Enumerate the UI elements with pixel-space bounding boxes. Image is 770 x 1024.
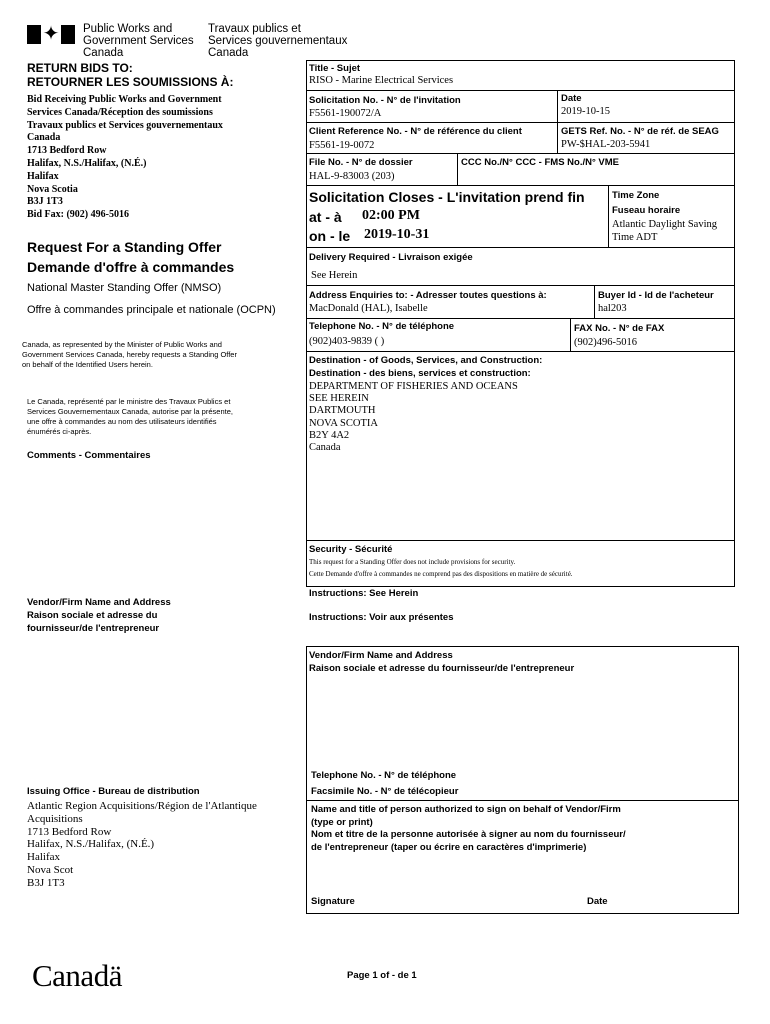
timezone-label-en: Time Zone (612, 190, 660, 201)
return-bids-address: Bid Receiving Public Works and Government Services Canada/Réception des soumissions Travaux publics et Services gouvernementaux Canada 1713 Bedford Row Halifax, N.S./Halifax, (N.É.) Halifax Nova Scotia B3J 1T3 Bid Fax: (902) 496-5016 (27, 94, 223, 221)
return-bids-title: RETURN BIDS TO: RETOURNER LES SOUMISSIONS À: (27, 61, 234, 89)
client-ref-label: Client Reference No. - N° de référence du client (309, 126, 522, 137)
issuing-office-label: Issuing Office - Bureau de distribution (27, 786, 200, 797)
closes-on-value: 2019-10-31 (364, 227, 430, 242)
closes-on-label: on - le (309, 228, 351, 244)
vendor-address-label: Raison sociale et adresse du fournisseur/de l'entrepreneur (309, 663, 575, 674)
file-no-label: File No. - N° de dossier (309, 157, 413, 168)
timezone-value-2: Time ADT (612, 232, 658, 243)
destination-label-en: Destination - of Goods, Services, and Construction: (309, 355, 543, 366)
enquiries-label: Address Enquiries to: - Adresser toutes questions à: (309, 290, 547, 301)
title-label: Title - Sujet (309, 63, 361, 74)
maple-leaf-icon: ✦ (42, 23, 60, 45)
gets-ref-label: GETS Ref. No. - N° de réf. de SEAG (561, 126, 719, 137)
solicitation-value: F5561-190072/A (309, 108, 382, 119)
buyer-id-value: hal203 (598, 303, 627, 314)
nmso-label: National Master Standing Offer (NMSO) (27, 282, 222, 294)
signature-label: Signature (311, 896, 355, 907)
canada-request-en: Canada, as represented by the Minister of Public Works and Government Services Canada, hereby requests a Standing Offer on behalf of the Identified Users herein. (22, 340, 237, 369)
vendor-name-label: Vendor/Firm Name and Address (309, 650, 453, 661)
fax-value: (902)496-5016 (574, 337, 637, 348)
date-value: 2019-10-15 (561, 106, 610, 117)
buyer-id-label: Buyer Id - Id de l'acheteur (598, 290, 714, 301)
instructions-fr: Instructions: Voir aux présentes (309, 612, 454, 623)
issuing-office-address: Atlantic Region Acquisitions/Région de l'Atlantique Acquisitions 1713 Bedford Row Halifax, N.S./Halifax, (N.É.) Halifax Nova Scot B3J 1T3 (27, 800, 257, 889)
fax-label: FAX No. - N° de FAX (574, 323, 665, 334)
destination-address: DEPARTMENT OF FISHERIES AND OCEANS SEE HEREIN DARTMOUTH NOVA SCOTIA B2Y 4A2 Canada (309, 381, 518, 454)
client-ref-value: F5561-19-0072 (309, 140, 375, 151)
vendor-left-label: Vendor/Firm Name and Address Raison sociale et adresse du fournisseur/de l'entrepreneur (27, 597, 171, 634)
delivery-value: See Herein (311, 270, 358, 281)
closes-at-value: 02:00 PM (362, 208, 420, 223)
flag-bar-left (27, 25, 41, 44)
flag-bar-right (61, 25, 75, 44)
security-text-fr: Cette Demande d'offre à commandes ne comprend pas des dispositions en matière de sécurité. (309, 570, 573, 578)
delivery-label: Delivery Required - Livraison exigée (309, 252, 473, 263)
dept-name-fr: Travaux publics et Services gouvernementaux Canada (208, 23, 348, 59)
security-label: Security - Sécurité (309, 544, 393, 555)
enquiries-value: MacDonald (HAL), Isabelle (309, 303, 428, 314)
ocpn-label: Offre à commandes principale et nationale (OCPN) (27, 304, 276, 316)
vendor-facsimile-label: Facsimile No. - N° de télécopieur (311, 786, 459, 797)
ccc-label: CCC No./N° CCC - FMS No./N° VME (461, 157, 620, 168)
timezone-value-1: Atlantic Daylight Saving (612, 219, 717, 230)
closes-title: Solicitation Closes - L'invitation prend fin (309, 189, 585, 205)
title-value: RISO - Marine Electrical Services (309, 75, 454, 86)
timezone-label-fr: Fuseau horaire (612, 205, 681, 216)
instructions-en: Instructions: See Herein (309, 588, 419, 599)
canada-wordmark: Canadä (32, 958, 122, 993)
signature-date-label: Date (587, 896, 608, 907)
vendor-telephone-label: Telephone No. - N° de téléphone (311, 770, 457, 781)
gets-ref-value: PW-$HAL-203-5941 (561, 139, 651, 150)
date-label: Date (561, 93, 582, 104)
telephone-value: (902)403-9839 ( ) (309, 336, 385, 347)
file-no-value: HAL-9-83003 (203) (309, 171, 395, 182)
authorized-signer-label: Name and title of person authorized to sign on behalf of Vendor/Firm (type or print) Nom et titre de la personne autorisée à signer au nom du fournisseur/ de l'entrepreneur (taper ou écrire en caractères d'imprimerie) (311, 804, 626, 853)
page-number: Page 1 of - de 1 (347, 970, 417, 981)
solicitation-label: Solicitation No. - N° de l'invitation (309, 95, 461, 106)
canada-request-fr: Le Canada, représenté par le ministre des Travaux Publics et Services Gouvernementaux Canada, autorise par la présente, une offre à commandes au nom des utilisateurs identifiés énumérés ci-après. (27, 397, 233, 436)
closes-at-label: at - à (309, 209, 342, 225)
dept-name-en: Public Works and Government Services Canada (83, 23, 194, 59)
security-text-en: This request for a Standing Offer does not include provisions for security. (309, 558, 516, 566)
telephone-label: Telephone No. - N° de téléphone (309, 321, 455, 332)
comments-label: Comments - Commentaires (27, 450, 151, 461)
destination-label-fr: Destination - des biens, services et construction: (309, 368, 531, 379)
request-title: Request For a Standing Offer Demande d'offre à commandes (27, 239, 235, 275)
